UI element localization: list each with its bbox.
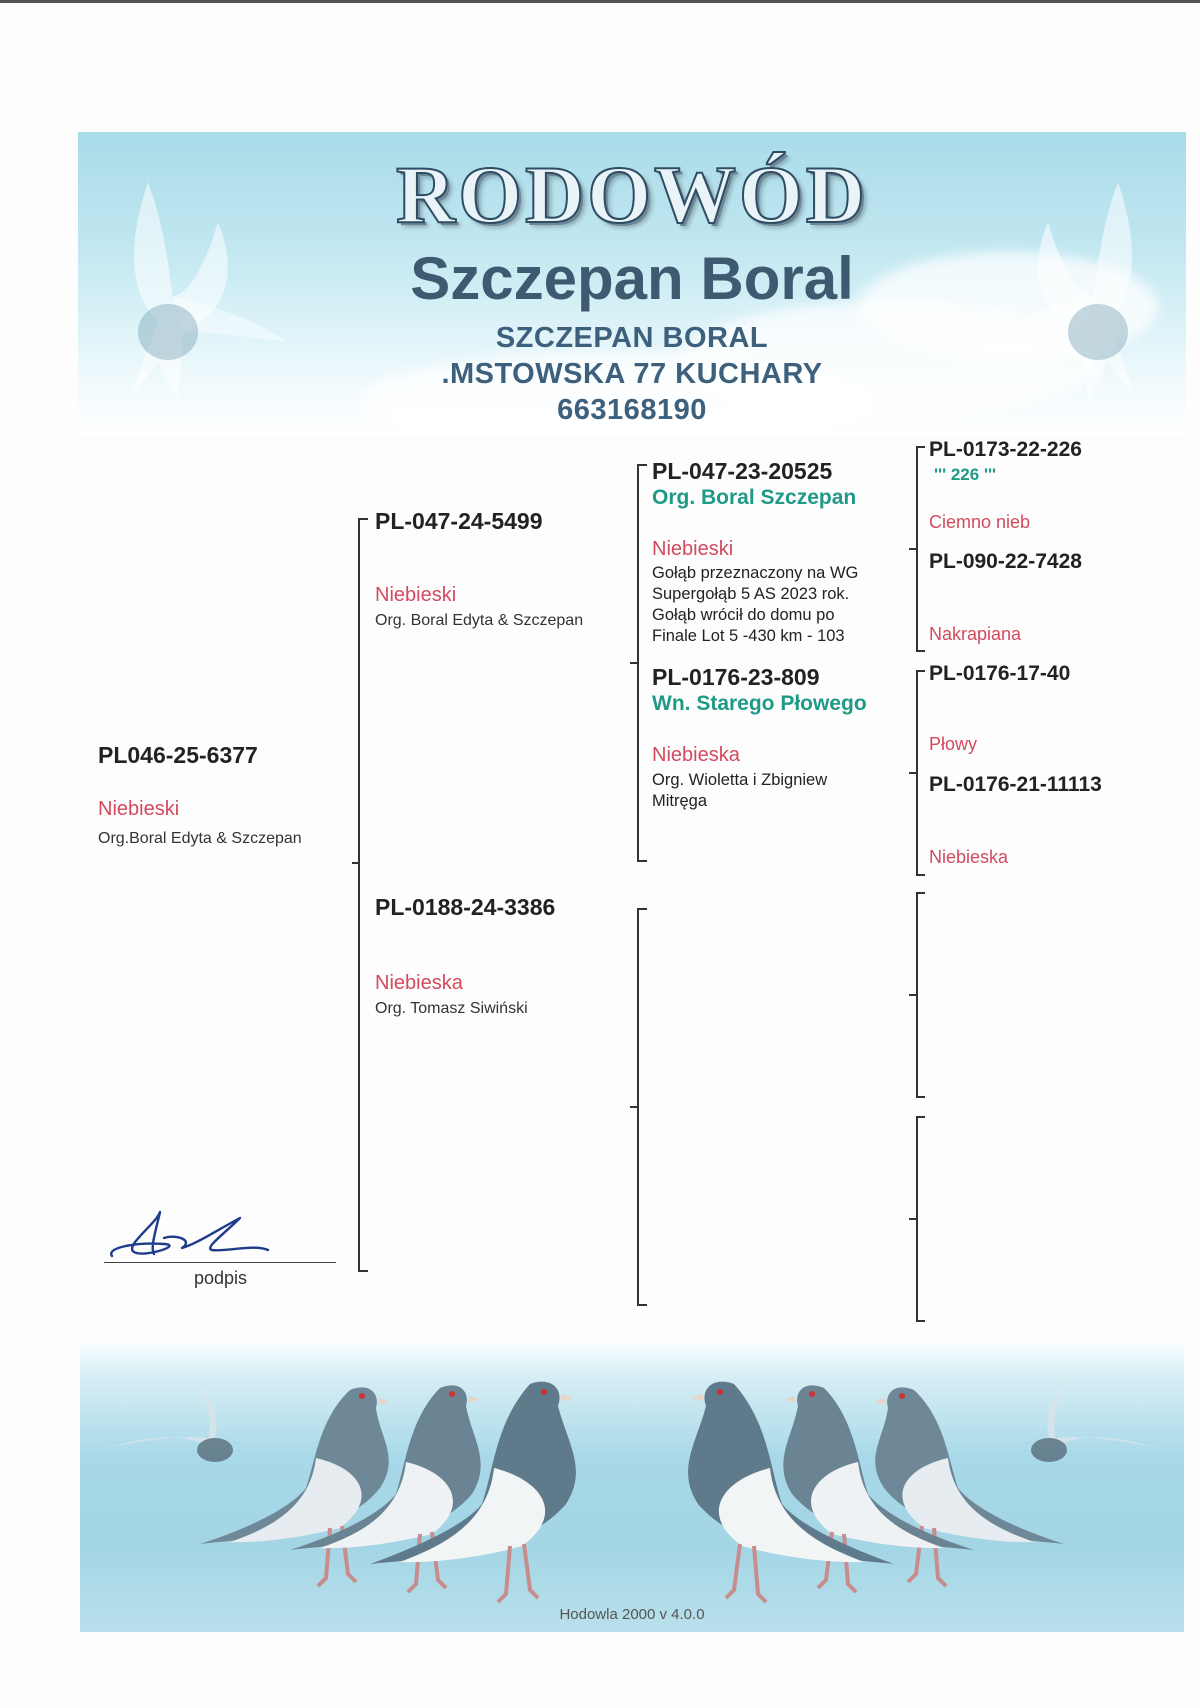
ffm-color: Nakrapiana — [929, 624, 1022, 644]
fff-color: Ciemno nieb — [929, 512, 1031, 532]
father-ring: PL-047-24-5499 — [375, 508, 543, 534]
scan-edge — [0, 0, 1200, 3]
address-street: .MSTOWSKA 77 KUCHARY — [441, 358, 823, 390]
bracket-line — [916, 446, 925, 448]
bracket-line — [916, 670, 925, 672]
fmf-color: Płowy — [929, 734, 978, 754]
fmf-ring: PL-0176-17-40 — [929, 662, 1071, 685]
bracket-line — [358, 518, 360, 1270]
mother-ring: PL-0188-24-3386 — [375, 894, 556, 920]
mother-color: Niebieska — [375, 972, 463, 994]
fm-ring: PL-0176-23-809 — [652, 664, 820, 690]
fm-note-2: Mitręga — [652, 792, 708, 810]
ff-name: Org. Boral Szczepan — [652, 486, 857, 509]
bracket-line — [637, 860, 647, 862]
pigeon-color: Niebieski — [98, 798, 180, 820]
bracket-line — [916, 1116, 925, 1118]
document-title: RODOWÓD — [396, 149, 868, 240]
bracket-line — [637, 1304, 647, 1306]
ffm-ring: PL-090-22-7428 — [929, 550, 1082, 573]
fm-note-1: Org. Wioletta i Zbigniew — [652, 771, 828, 789]
header-banner — [78, 132, 1186, 436]
handwritten-signature — [104, 1208, 274, 1268]
bracket-line — [352, 862, 359, 864]
ff-note-1: Gołąb przeznaczony na WG — [652, 564, 859, 582]
bracket-line — [909, 772, 917, 774]
father-owner: Org. Boral Edyta & Szczepan — [375, 612, 584, 629]
pigeon-owner: Org.Boral Edyta & Szczepan — [98, 830, 302, 847]
bracket-line — [909, 1218, 917, 1220]
bracket-line — [909, 548, 917, 550]
pigeons-illustration-icon — [80, 1338, 1184, 1632]
fff-ring: PL-0173-22-226 — [929, 438, 1082, 461]
software-version: Hodowla 2000 v 4.0.0 — [559, 1606, 705, 1623]
ff-note-4: Finale Lot 5 -430 km - 103 — [652, 627, 845, 645]
fmm-color: Niebieska — [929, 847, 1009, 867]
fm-name: Wn. Starego Płowego — [652, 692, 867, 715]
bracket-line — [916, 874, 925, 876]
phone-number: 663168190 — [557, 394, 707, 426]
signature-label: podpis — [194, 1268, 248, 1288]
footer-banner — [80, 1338, 1184, 1632]
bracket-line — [916, 650, 925, 652]
bracket-line — [916, 1096, 925, 1098]
ff-color: Niebieski — [652, 538, 734, 560]
bracket-line — [630, 1106, 638, 1108]
fmm-ring: PL-0176-21-11113 — [929, 773, 1102, 796]
mother-owner: Org. Tomasz Siwiński — [375, 1000, 528, 1017]
bracket-line — [916, 1320, 925, 1322]
father-color: Niebieski — [375, 584, 457, 606]
fm-color: Niebieska — [652, 744, 740, 766]
address-name: SZCZEPAN BORAL — [495, 322, 769, 354]
bracket-line — [630, 662, 638, 664]
bracket-line — [909, 994, 917, 996]
ff-ring: PL-047-23-20525 — [652, 458, 833, 484]
bracket-line — [358, 1270, 368, 1272]
signature-line — [104, 1262, 336, 1263]
ff-note-2: Supergołąb 5 AS 2023 rok. — [652, 585, 850, 603]
bracket-line — [637, 908, 647, 910]
bracket-line — [637, 464, 647, 466]
owner-name: Szczepan Boral — [410, 245, 854, 312]
bracket-line — [916, 892, 925, 894]
ff-note-3: Gołąb wrócił do domu po — [652, 606, 835, 624]
pigeon-ring: PL046-25-6377 — [98, 742, 258, 768]
fff-name: ''' 226 ''' — [934, 465, 997, 484]
bracket-line — [358, 518, 368, 520]
